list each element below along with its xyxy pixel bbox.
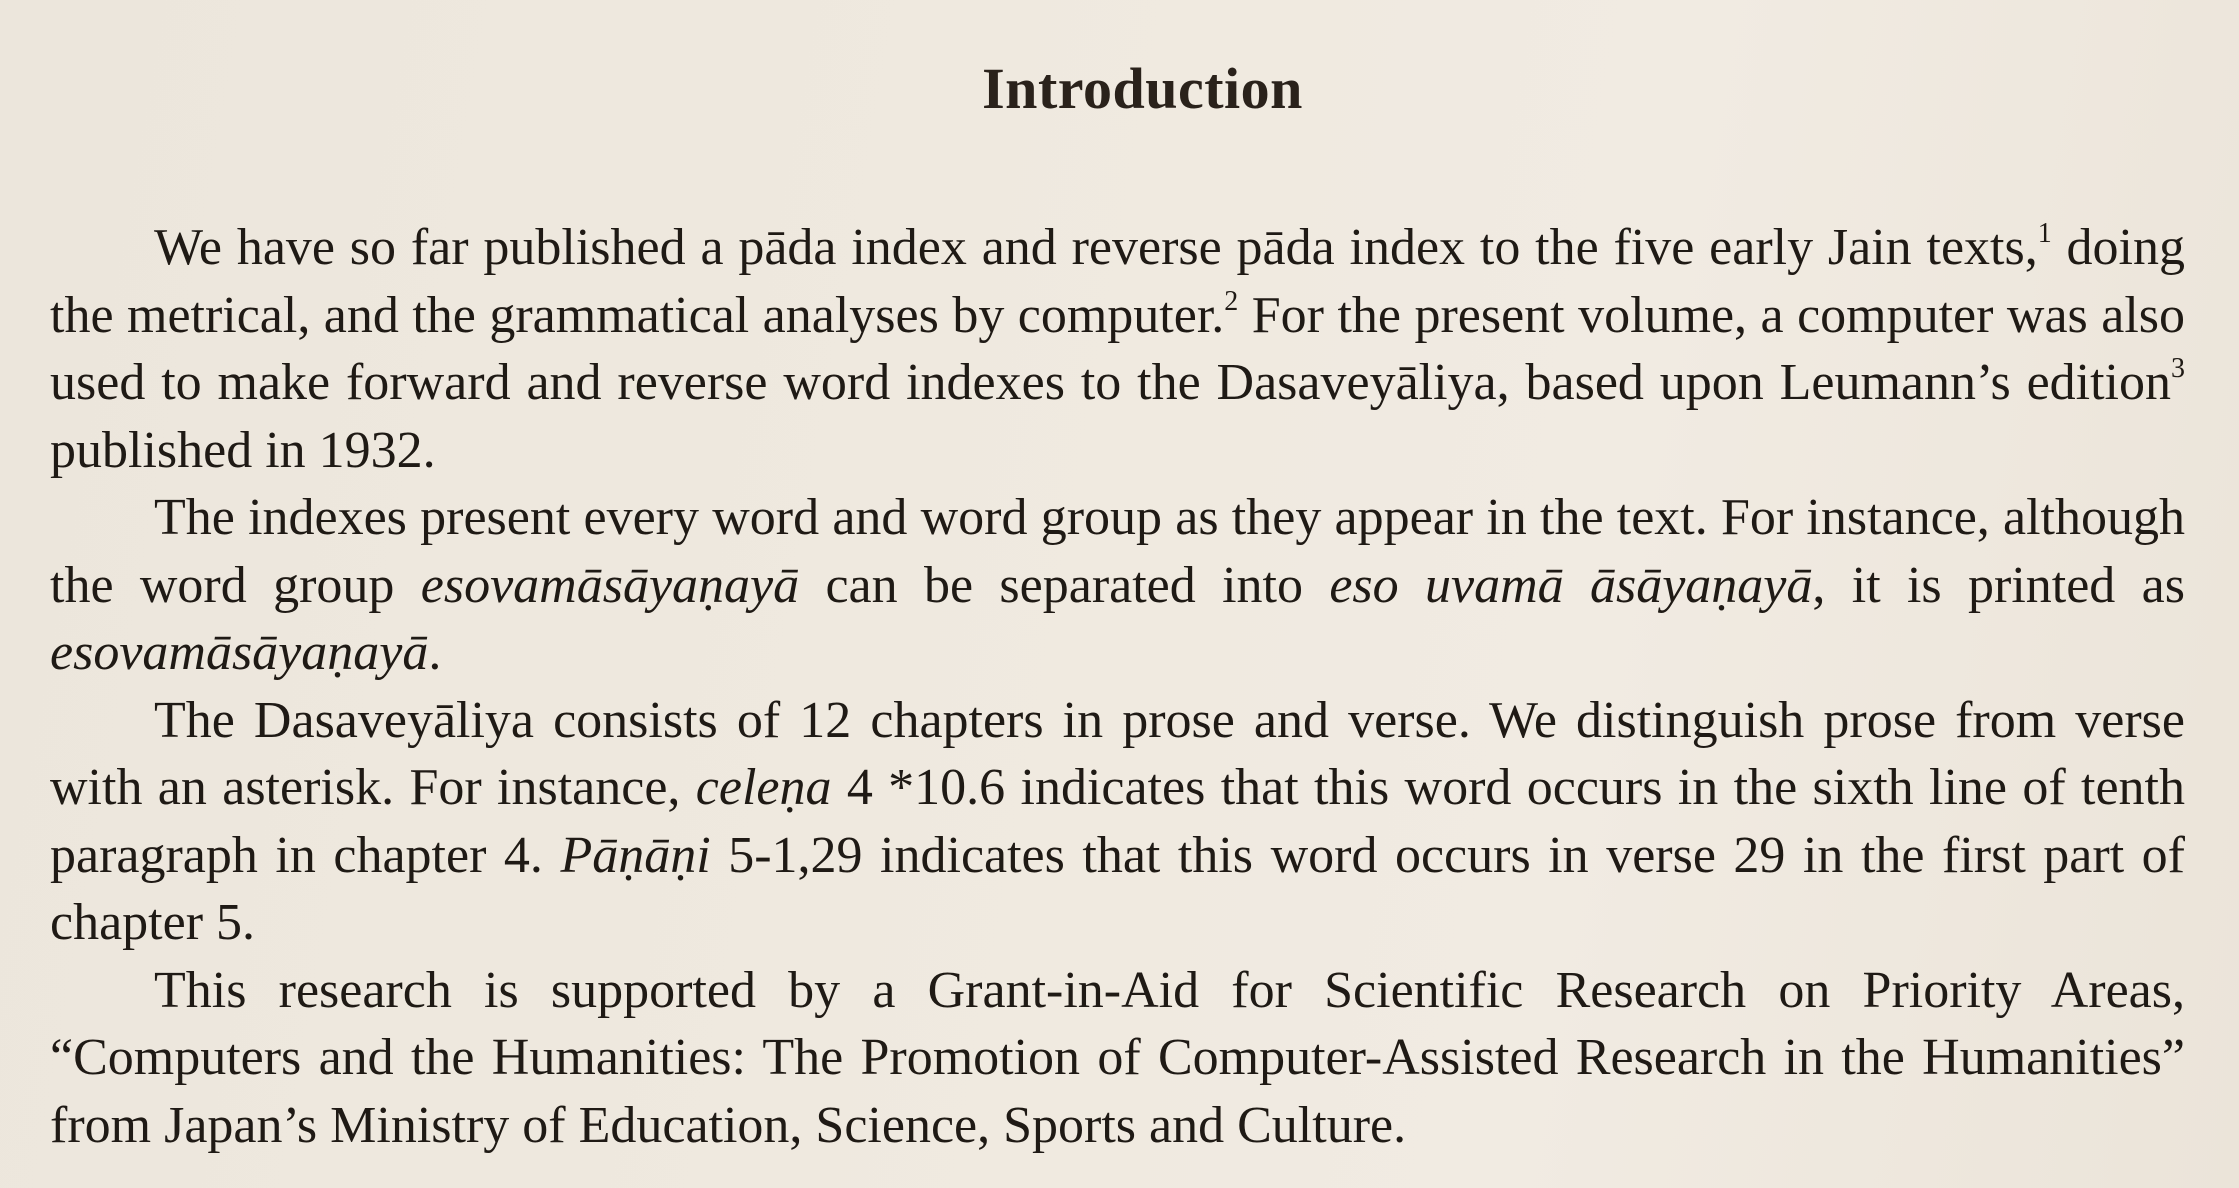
paragraph-1-text-d: published in 1932. xyxy=(50,421,436,479)
paragraph-3-text-c: 5-1,29 indicates that this word occurs in verse 29 in the first part of chapter 5. xyxy=(50,826,2185,951)
paragraph-2-text-a: The indexes present every word and word group as they appear in the text. For instance, although the word group xyxy=(50,489,2185,614)
italic-term-eso-uvama-asayanaya: eso uvamā āsāyaṇayā xyxy=(1329,556,1813,614)
paragraph-1 xyxy=(50,214,2185,484)
paragraph-2-text-b: can be separated into xyxy=(799,556,1330,614)
paragraph-2-text-c: , it is printed as xyxy=(1812,556,2185,614)
italic-term-celena: celeṇa xyxy=(695,759,832,816)
italic-term-panani: Pāṇāṇi xyxy=(560,826,711,884)
paragraph-2-text-d: . xyxy=(428,624,442,681)
italic-term-esovamasayanaya-2: esovamāsāyaṇayā xyxy=(50,624,429,681)
footnote-marker-3: 3 xyxy=(2171,353,2185,384)
footnote-marker-1: 1 xyxy=(2037,218,2052,249)
paragraph-3 xyxy=(50,687,2185,957)
document-body xyxy=(50,214,2185,1159)
page-title: Introduction xyxy=(982,56,1303,121)
paragraph-1-text-c: For the present volume, a computer was also used to make forward and reverse word indexes to the Dasaveyāliya, based upon Leumann’s edition xyxy=(50,286,2186,411)
footnote-marker-2: 2 xyxy=(1224,285,1239,317)
paragraph-4 xyxy=(50,957,2185,1160)
document-page xyxy=(50,55,2185,1159)
paragraph-4-text-a: This research is supported by a Grant-in-Aid for Scientific Research on Priority Areas, “Computers and the Humanities: The Promotion of Computer-Assisted Research in the Humanities” from Japan’s Ministry of Education, Science, Sports and Culture. xyxy=(50,961,2185,1154)
paragraph-3-text-a: The Dasaveyāliya consists of 12 chapters in prose and verse. We distinguish prose from verse with an asterisk. For instance, xyxy=(50,691,2185,816)
paragraph-1-text-b: doing the metrical, and the grammatical analyses by computer. xyxy=(50,219,2185,344)
italic-term-esovamasayanaya: esovamāsāyaṇayā xyxy=(420,556,800,614)
paragraph-3-text-b: 4 *10.6 indicates that this word occurs in the sixth line of tenth paragraph in chapter 4. xyxy=(50,759,2185,884)
paragraph-1-text-a: We have so far published a pāda index and reverse pāda index to the five early Jain texts, xyxy=(154,219,2038,276)
paragraph-2 xyxy=(50,484,2185,687)
